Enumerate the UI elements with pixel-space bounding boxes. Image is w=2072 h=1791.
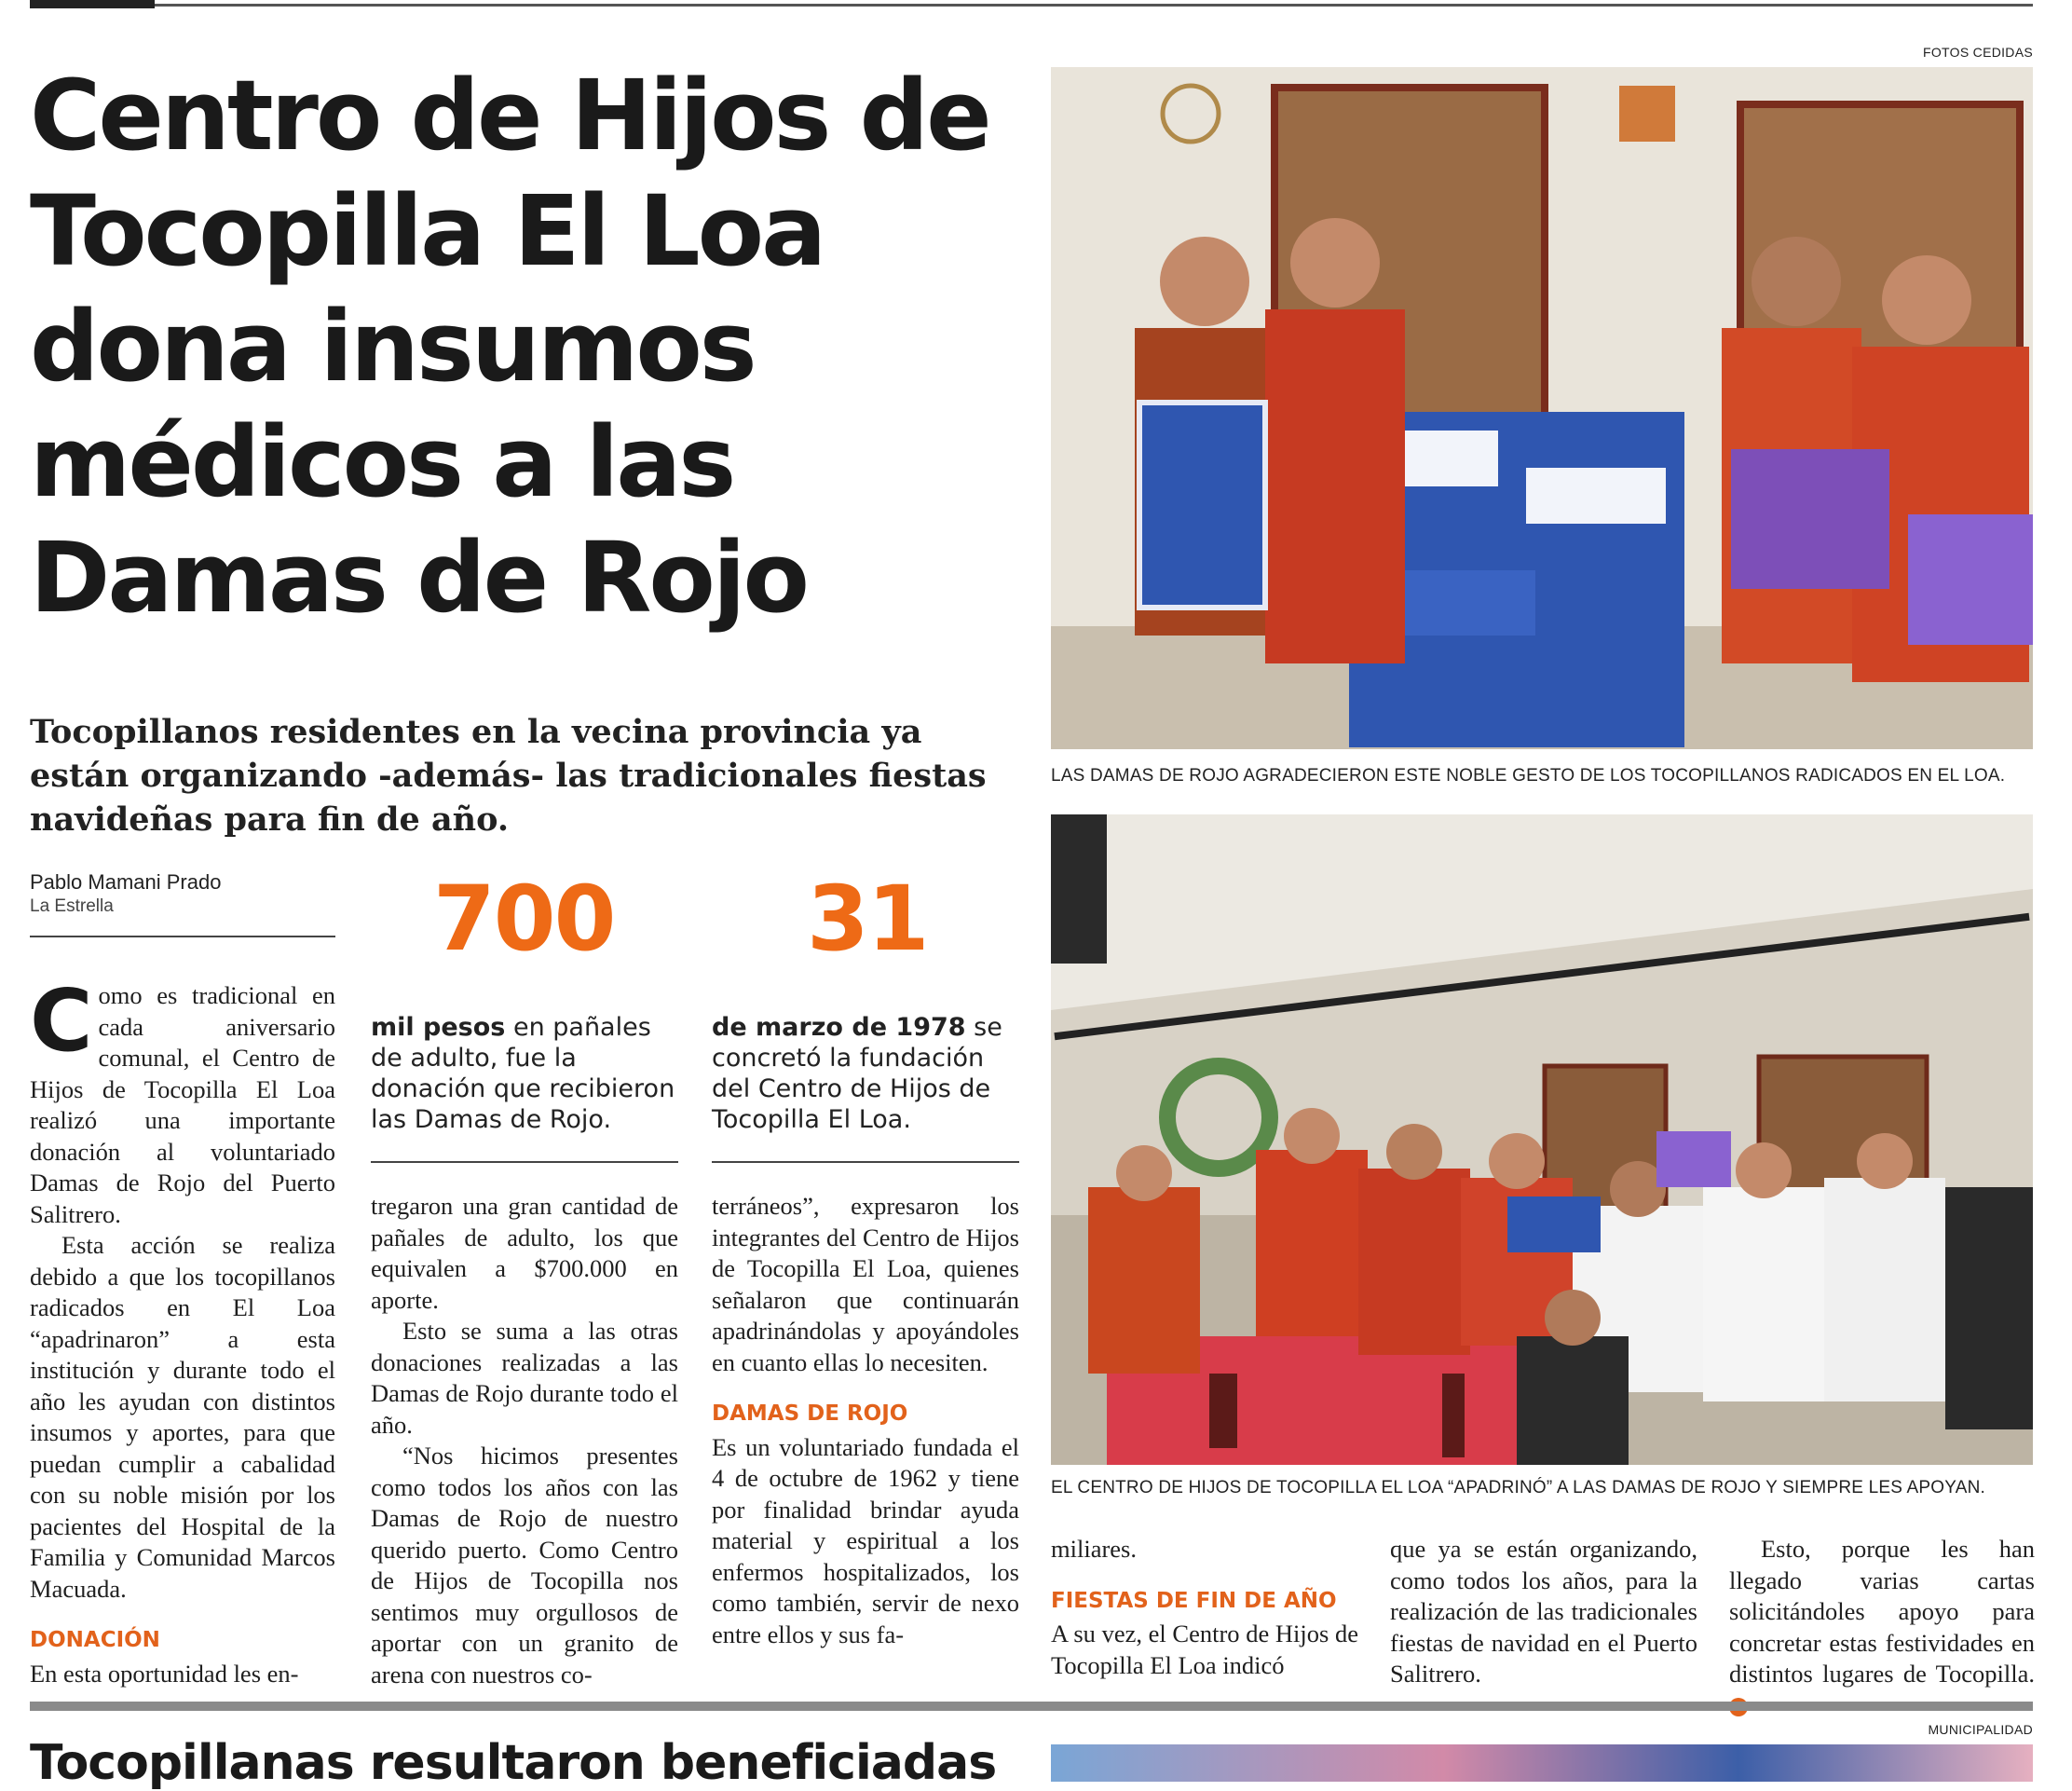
fact-rest: en pañales de adulto, fue la donación que recibieron las Damas de Rojo. [371, 1013, 675, 1134]
fact-text-31 [712, 1012, 1019, 1135]
top-rule [30, 4, 2033, 7]
paragraph: tregaron una gran cantidad de pañales de adulto, los que equivalen a $700.000 en aporte. [371, 1192, 678, 1314]
photo-1-caption: LAS DAMAS DE ROJO AGRADECIERON ESTE NOBLE GESTO DE LOS TOCOPILLANOS RADICADOS EN EL LOA. [1051, 766, 2006, 786]
body-column-2 [371, 1191, 678, 1690]
paragraph: En esta oportunidad les en- [30, 1659, 299, 1688]
paragraph: que ya se están organizando, como todos los años, para la realización de las tradicionales fiestas de navidad en el Puerto Salitrero. [1390, 1535, 1697, 1688]
section-divider [30, 1702, 2033, 1711]
drop-cap: C [30, 971, 93, 1071]
body-column-1 [30, 971, 335, 1689]
fact-rest: se concretó la fundación del Centro de Hijos de Tocopilla El Loa. [712, 1013, 1002, 1134]
fact-rule [371, 1161, 678, 1163]
paragraph-text: Esto, porque les han llegado varias cartas solicitándoles apoyo para concretar estas festividades en distintos lugares de Tocopilla. [1729, 1535, 2035, 1688]
article-deck: Tocopillanos residentes en la vecina provincia ya están organizando -además- las tradicionales fiestas navideñas para fin de año. [30, 713, 987, 839]
subhead-donacion: DONACIÓN [30, 1628, 160, 1652]
byline-outlet: La Estrella [30, 896, 114, 916]
photo-credit-top: FOTOS CEDIDAS [1923, 45, 2033, 60]
photo-illustration [1051, 814, 2033, 1465]
paragraph: “Nos hicimos presentes como todos los años con las Damas de Rojo de nuestro querido puerto. Como Centro de Hijos de Tocopilla nos sentimos muy orgullosos de aportar con un granito de arena con nuestros co- [371, 1442, 678, 1688]
subhead-fiestas: FIESTAS DE FIN DE AÑO [1051, 1588, 1337, 1613]
paragraph: omo es tradicional en cada aniversario comunal, el Centro de Hijos de Tocopilla El Loa realizó una importante donación al voluntariado Damas de Rojo del Puerto Salitrero. [30, 981, 335, 1228]
body-column-3 [712, 1191, 1019, 1650]
fact-bold: mil pesos [371, 1013, 506, 1042]
paragraph: A su vez, el Centro de Hijos de Tocopilla El Loa indicó [1051, 1620, 1358, 1679]
paragraph: Es un voluntariado fundada el 4 de octubre de 1962 y tiene por finalidad brindar ayuda material y espiritual a los enfermos hospitalizados, los como también, servir de nexo entre ellos y sus fa- [712, 1432, 1019, 1648]
body-column-4 [1051, 1534, 1358, 1681]
fact-number-700: 700 [433, 867, 615, 971]
paragraph: Esta acción se realiza debido a que los tocopillanos radicados en El Loa “apadrinaron” a esta institución y durante todo el año les ayudan con distintos insumos y aportes, para que puedan cumplir a cabalidad con su noble misión por los pacientes del Hospital de la Familia y Comunidad Marcos Macuada. [30, 1231, 335, 1603]
fact-text-700 [371, 1012, 678, 1135]
photo-credit-bottom: MUNICIPALIDAD [1928, 1722, 2033, 1737]
subhead-damas-de-rojo: DAMAS DE ROJO [712, 1401, 908, 1426]
paragraph: Esto se suma a las otras donaciones realizadas a las Damas de Rojo durante todo el año. [371, 1317, 678, 1439]
body-column-6 [1729, 1534, 2035, 1721]
paragraph [1729, 1534, 2035, 1721]
article-headline: Centro de Hijos de Tocopilla El Loa dona insumos médicos a las Damas de Rojo [30, 59, 989, 635]
photo-centro-de-hijos-group [1051, 814, 2033, 1465]
next-article-headline: Tocopillanas resultaron beneficiadas [30, 1735, 997, 1791]
paragraph: terráneos”, expresaron los integrantes del Centro de Hijos de Tocopilla El Loa, quienes señalaron que continuarán apadrinándolas y apoyándoles en cuanto ellas lo necesiten. [712, 1192, 1019, 1376]
fact-number-31: 31 [807, 867, 928, 971]
body-column-5 [1390, 1534, 1697, 1690]
next-article-photo [1051, 1744, 2033, 1782]
section-tab [30, 0, 155, 8]
fact-bold: de marzo de 1978 [712, 1013, 966, 1042]
fact-rule [712, 1161, 1019, 1163]
byline-rule [30, 936, 335, 937]
byline-author: Pablo Mamani Prado [30, 870, 222, 894]
paragraph: miliares. [1051, 1535, 1137, 1563]
photo-illustration [1051, 67, 2033, 749]
photo-2-caption: EL CENTRO DE HIJOS DE TOCOPILLA EL LOA “APADRINÓ” A LAS DAMAS DE ROJO Y SIEMPRE LES APOYAN. [1051, 1478, 1985, 1497]
photo-damas-de-rojo-donation [1051, 67, 2033, 749]
